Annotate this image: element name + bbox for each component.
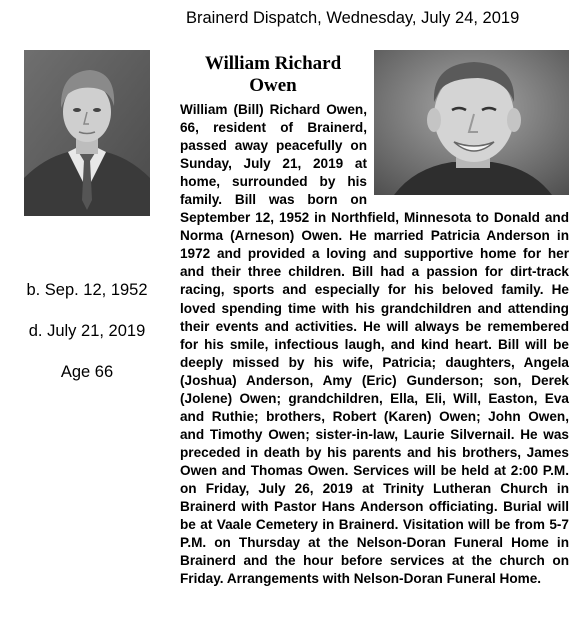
photo-wrap-spacer [367, 101, 569, 209]
age-at-death: Age 66 [60, 363, 114, 381]
life-dates-panel [10, 280, 164, 403]
obituary-body [180, 101, 569, 588]
newspaper-masthead: Brainerd Dispatch, Wednesday, July 24, 2019 [186, 9, 520, 27]
young-portrait-photo [24, 50, 150, 216]
death-date: d. July 21, 2019 [28, 322, 146, 340]
obituary-name-line-2: Owen [249, 75, 297, 96]
obituary-name-line-1: William Richard [204, 53, 342, 74]
obituary-title [176, 53, 370, 97]
obituary-text: William (Bill) Richard Owen, 66, resident of Brainerd, passed away peacefully on Sunday, July 21, 2019 at home, surrounded by his family. Bill was born on September 12, 1952 in Northfield, Minnesota to Donald and Norma (Arneson) Owen. He married Patricia Anderson in 1972 and provided a loving and supportive home for her and their three children. Bill had a passion for dirt-track racing, sports and especially for his beloved family. He loved spending time with his grandchildren and attending their events and activities. He will always be remembered for his smile, infectious laugh, and kind heart. Bill will be deeply missed by his wife, Patricia; daughters, Angela (Joshua) Anderson, Amy (Eric) Gunderson; son, Derek (Jolene) Owen; grandchildren, Ella, Eli, Will, Easton, Eva and Ruthie; brothers, Robert (Karen) Owen; John Owen, and Timothy Owen; sister-in-law, Laurie Silvernail. He was preceded in death by his parents and his brothers, James Owen and Thomas Owen. Services will be held at 2:00 P.M. on Friday, July 26, 2019 at Trinity Lutheran Church in Brainerd with Pastor Hans Anderson officiating. Burial will be at Vaale Cemetery in Brainerd. Visitation will be from 5-7 P.M. on Thursday at the Nelson-Doran Funeral Home in Brainerd and the hour before services at the church on Friday. Arrangements with Nelson-Doran Funeral Home. [180, 102, 569, 587]
young-portrait-image [24, 50, 150, 216]
birth-date: b. Sep. 12, 1952 [26, 281, 148, 299]
